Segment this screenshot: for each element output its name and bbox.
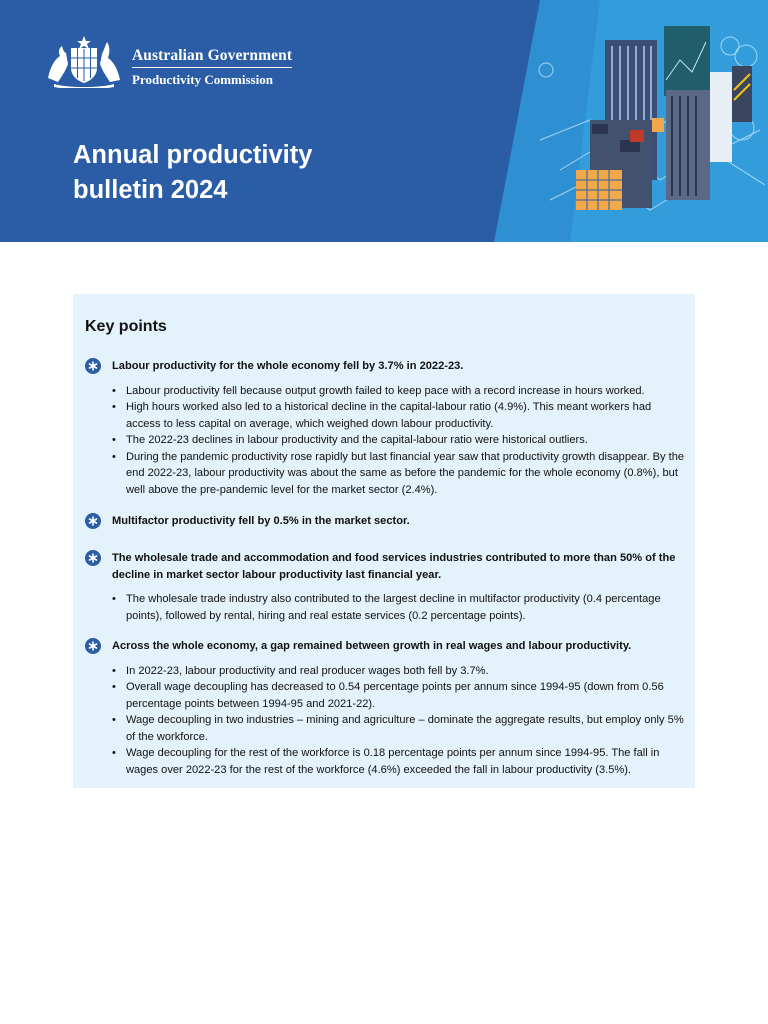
list-item: • The 2022-23 declines in labour productivity and the capital-labour ratio were historical outliers. [112, 432, 685, 449]
list-item: • The wholesale trade industry also contributed to the largest decline in multifactor productivity (0.4 percentage points), followed by rental, hiring and real estate services (0.2 percentage points). [112, 591, 685, 624]
list-item: • Labour productivity fell because output growth failed to keep pace with a record increase in hours worked. [112, 383, 685, 400]
cover-header [0, 0, 768, 242]
key-point-heading [85, 638, 685, 655]
commission-name: Productivity Commission [132, 72, 273, 87]
key-point [85, 513, 685, 530]
key-point-headline: Labour productivity for the whole economy fell by 3.7% in 2022-23. [112, 360, 464, 372]
government-name: Australian Government [132, 47, 292, 68]
asterisk-icon [85, 358, 101, 374]
key-points-title: Key points [85, 318, 167, 335]
list-item: • Wage decoupling in two industries – mining and agriculture – dominate the aggregate results, but employ only 5% of the workforce. [112, 712, 685, 745]
list-item: • High hours worked also led to a historical decline in the capital-labour ratio (4.9%). This meant workers had access to less capital on average, which weighed down labour productivity. [112, 399, 685, 432]
bullet-list [85, 663, 685, 779]
list-item: • During the pandemic productivity rose rapidly but last financial year saw that productivity growth disappear. By the end 2022-23, labour productivity was about the same as before the pandemic for the whole economy (0.8%), but well above the pre-pandemic level for the market sector (2.4%). [112, 449, 685, 499]
title-line-2: bulletin 2024 [73, 176, 228, 204]
coat-of-arms-logo [44, 34, 124, 88]
key-point-headline: Across the whole economy, a gap remained between growth in real wages and labour productivity. [112, 640, 632, 652]
asterisk-icon [85, 550, 101, 566]
list-item: • In 2022-23, labour productivity and real producer wages both fell by 3.7%. [112, 663, 685, 680]
title-line-1: Annual productivity [73, 141, 313, 169]
key-point-heading [85, 513, 685, 530]
cityscape-illustration [480, 0, 768, 242]
key-point-headline: The wholesale trade and accommodation and food services industries contributed to more than 50% of the decline in market sector labour productivity last financial year. [112, 552, 676, 581]
key-point [85, 638, 685, 778]
key-point-heading [85, 358, 685, 375]
key-point [85, 358, 685, 498]
list-item: • Overall wage decoupling has decreased to 0.54 percentage points per annum since 1994-95 (down from 0.56 percentage points between 1994-95 and 2021-22). [112, 679, 685, 712]
key-points-box [73, 294, 695, 788]
key-point-heading [85, 550, 685, 583]
list-item: • Wage decoupling for the rest of the workforce is 0.18 percentage points per annum since 1994-95. The fall in wages over 2022-23 for the rest of the workforce (4.6%) exceeded the fall in labour productivity (3.5%). [112, 745, 685, 778]
page-title [73, 138, 312, 208]
key-point [85, 550, 685, 624]
bullet-list [85, 591, 685, 624]
key-point-headline: Multifactor productivity fell by 0.5% in the market sector. [112, 515, 410, 527]
org-name [132, 47, 292, 87]
bullet-list [85, 383, 685, 499]
asterisk-icon [85, 513, 101, 529]
asterisk-icon [85, 638, 101, 654]
